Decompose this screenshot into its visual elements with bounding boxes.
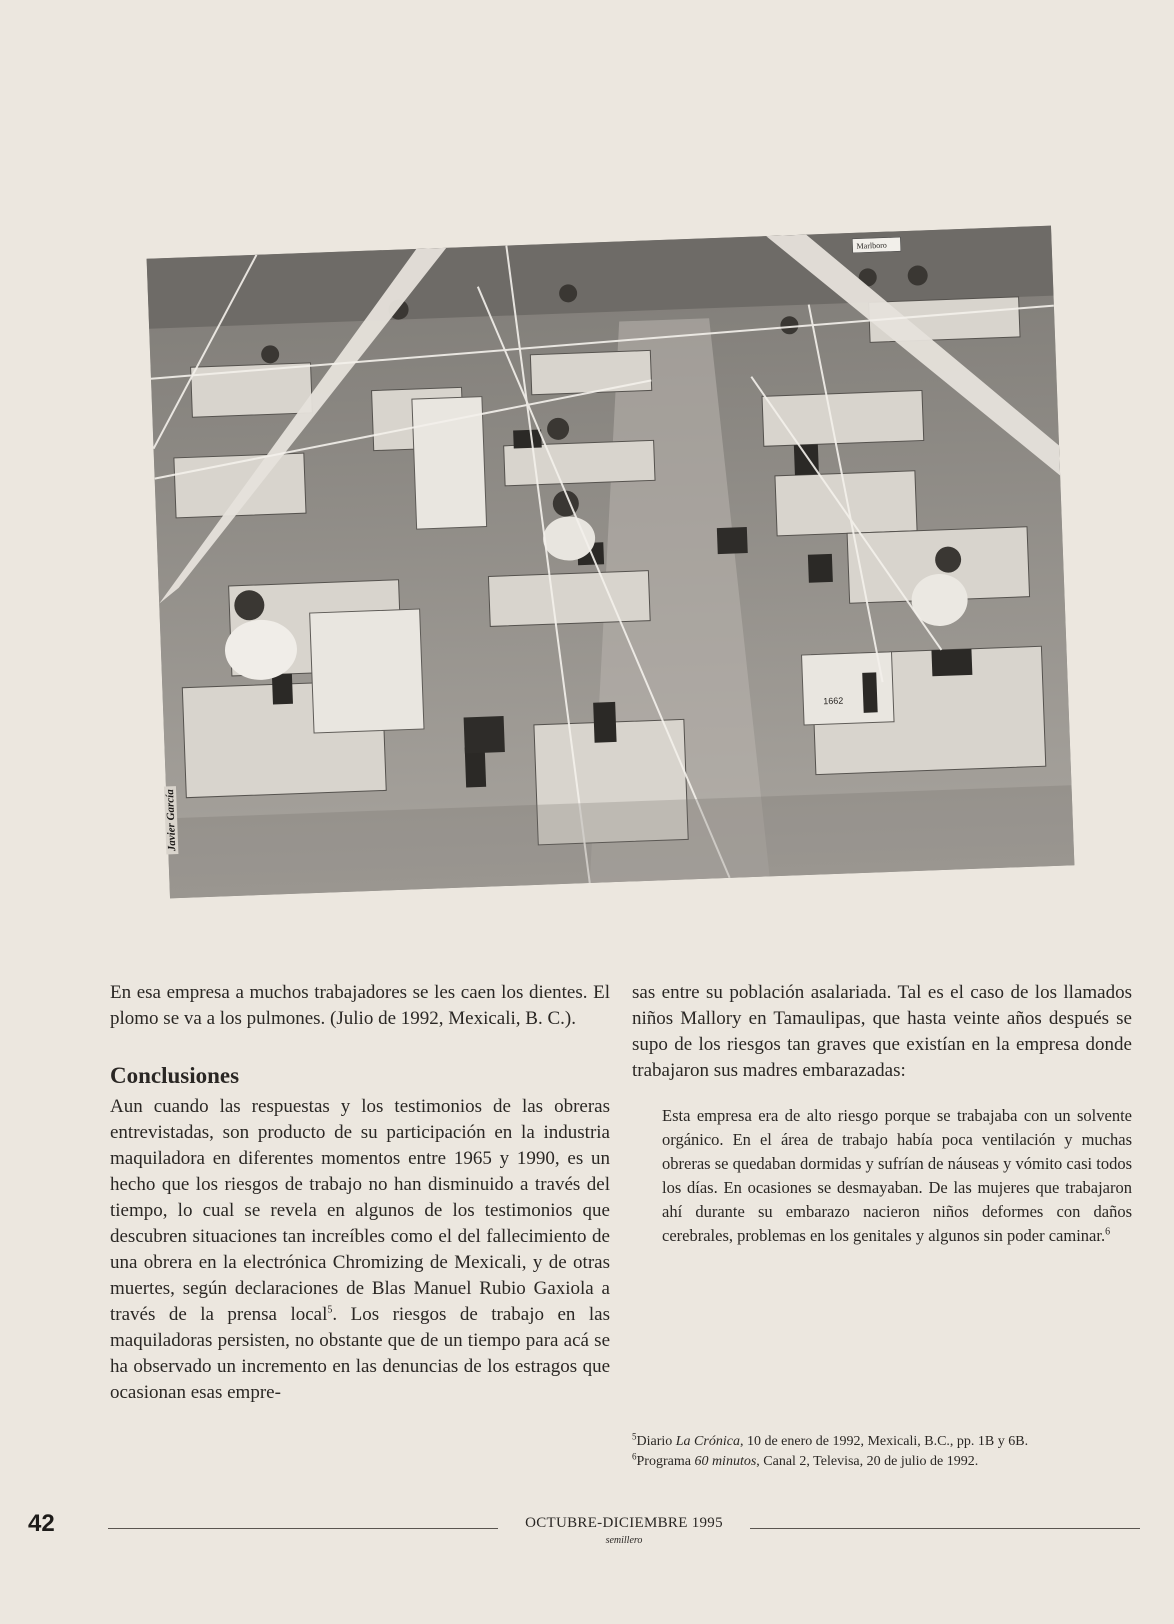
footnote-text: Diario [636,1434,676,1449]
footnote-text: Programa [636,1454,695,1469]
footnote-source-title: La Crónica [675,1434,740,1449]
publication-name: semillero [605,1535,643,1546]
maquiladora-workshop-illustration [147,226,1075,899]
conclusions-text: Aun cuando las respuestas y los testimonios de las obreras entrevistadas, son producto de su participación en la industria maquiladora en diferentes momentos entre 1965 y 1990, es un hecho que los riesgos de trabajo no han disminuido a través del tiempo, lo cual se revela en algunos de los testimonios que descubren situaciones tan increíbles como el del fallecimiento de una obrera en la electrónica Chromizing de Mexicali, y de otras muertes, según declaraciones de Blas Manuel Rubio Gaxiola a través de la prensa local [110,1096,610,1325]
photo-image [147,226,1075,899]
box-label: 1662 [823,695,844,707]
block-quote [662,1104,1132,1248]
footnote-5 [632,1432,1152,1452]
continuation-paragraph: sas entre su población asalariada. Tal es el caso de los llamados niños Mallory en Tamaulipas, que hasta veinte años después se supo de los riesgos tan graves que existían en la empresa donde trabajaron sus madres embarazadas: [632,982,1132,1081]
conclusions-paragraph [110,1094,610,1406]
issue-date: OCTUBRE-DICIEMBRE 1995 [525,1515,723,1531]
sign-label: Marlboro [856,240,887,251]
footnote-ref-5: 5 [327,1304,333,1316]
intro-paragraph: En esa empresa a muchos trabajadores se les caen los dientes. El plomo se va a los pulmones. (Julio de 1992, Mexicali, B. C.). [110,982,610,1029]
footnote-number: 6 [632,1451,637,1462]
quote-text: Esta empresa era de alto riesgo porque se trabajaba con un solvente orgánico. En el área de trabajo había poca ventilación y muchas obreras se quedaban dormidas y sufrían de náuseas y vómito casi todos los días. En ocasiones se desmayaban. De las mujeres que trabajaron ahí durante su embarazo nacieron niños deformes con daños cerebrales, problemas en los genitales y algunos sin poder caminar. [662,1106,1132,1245]
factory-photo [147,226,1075,899]
page-footer [0,1510,1174,1550]
page-number: 42 [28,1510,55,1537]
footnote-text: , Canal 2, Televisa, 20 de julio de 1992. [756,1454,979,1469]
footnote-number: 5 [632,1431,637,1442]
footer-rule-left [108,1528,498,1529]
left-column [110,980,610,1406]
photo-credit: Javier García [164,786,178,854]
footer-rule-right [750,1528,1140,1529]
footnote-text: , 10 de enero de 1992, Mexicali, B.C., pp. 1B y 6B. [739,1434,1029,1449]
footnote-ref-6: 6 [1105,1226,1111,1238]
conclusions-text-cont: . Los riesgos de trabajo en las maquiladoras persisten, no obstante que de un tiempo para acá se ha observado un incremento en las denuncias de los estragos que ocasionan esas empre- [110,1304,610,1403]
footnote-6 [632,1452,1152,1472]
footnote-source-title: 60 minutos [694,1454,757,1469]
footnotes [632,1432,1152,1472]
right-column [632,980,1132,1248]
section-heading: Conclusiones [110,1063,240,1088]
